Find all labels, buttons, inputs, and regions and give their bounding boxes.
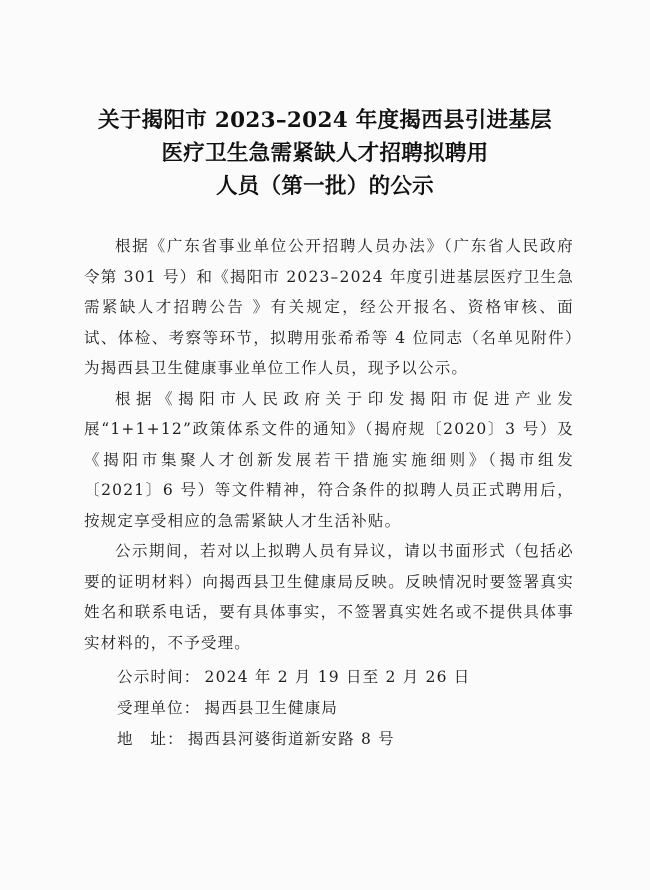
title-line-1: 关于揭阳市 2023–2024 年度揭西县引进基层	[98, 108, 552, 133]
receiving-unit-line	[117, 696, 338, 718]
address-label: 地 址：	[117, 730, 184, 748]
receiving-unit-value: 揭西县卫生健康局	[204, 699, 339, 717]
paragraph-subsidy: 根据《揭阳市人民政府关于印发揭阳市促进产业发展“1+1+12”政策体系文件的通知》（揭府规〔2020〕3 号）及《揭阳市集聚人才创新发展若干措施实施细则》（揭市组发〔2021〕6 号）等文件精神，符合条件的拟聘人员正式聘用后，按规定享受相应的急需紧缺人才生活补贴。	[84, 389, 574, 530]
document-body	[84, 231, 574, 658]
publicity-time-line	[117, 665, 470, 687]
publicity-time-value: 2024 年 2 月 19 日至 2 月 26 日	[204, 668, 471, 686]
publicity-time-label: 公示时间：	[117, 668, 201, 686]
title-line-2: 医疗卫生急需紧缺人才招聘拟聘用	[161, 141, 489, 166]
address-line	[117, 727, 395, 749]
receiving-unit-label: 受理单位：	[117, 699, 201, 717]
document-title	[60, 104, 590, 203]
paragraph-objection: 公示期间，若对以上拟聘人员有异议，请以书面形式（包括必要的证明材料）向揭西县卫生健康局反映。反映情况时要签署真实姓名和联系电话，要有具体事实，不签署真实姓名或不提供具体事实材料的，不予受理。	[84, 542, 574, 652]
title-line-3: 人员（第一批）的公示	[215, 174, 434, 199]
paragraph-basis: 根据《广东省事业单位公开招聘人员办法》（广东省人民政府令第 301 号）和《揭阳市 2023–2024 年度引进基层医疗卫生急需紧缺人才招聘公告 》有关规定，经公开报名、资格审核、面试、体检、考察等环节，拟聘用张希希等 4 位同志（名单见附件）为揭西县卫生健康事业单位工作人员，现予以公示。	[84, 237, 574, 377]
address-value: 揭西县河婆街道新安路 8 号	[187, 730, 395, 748]
